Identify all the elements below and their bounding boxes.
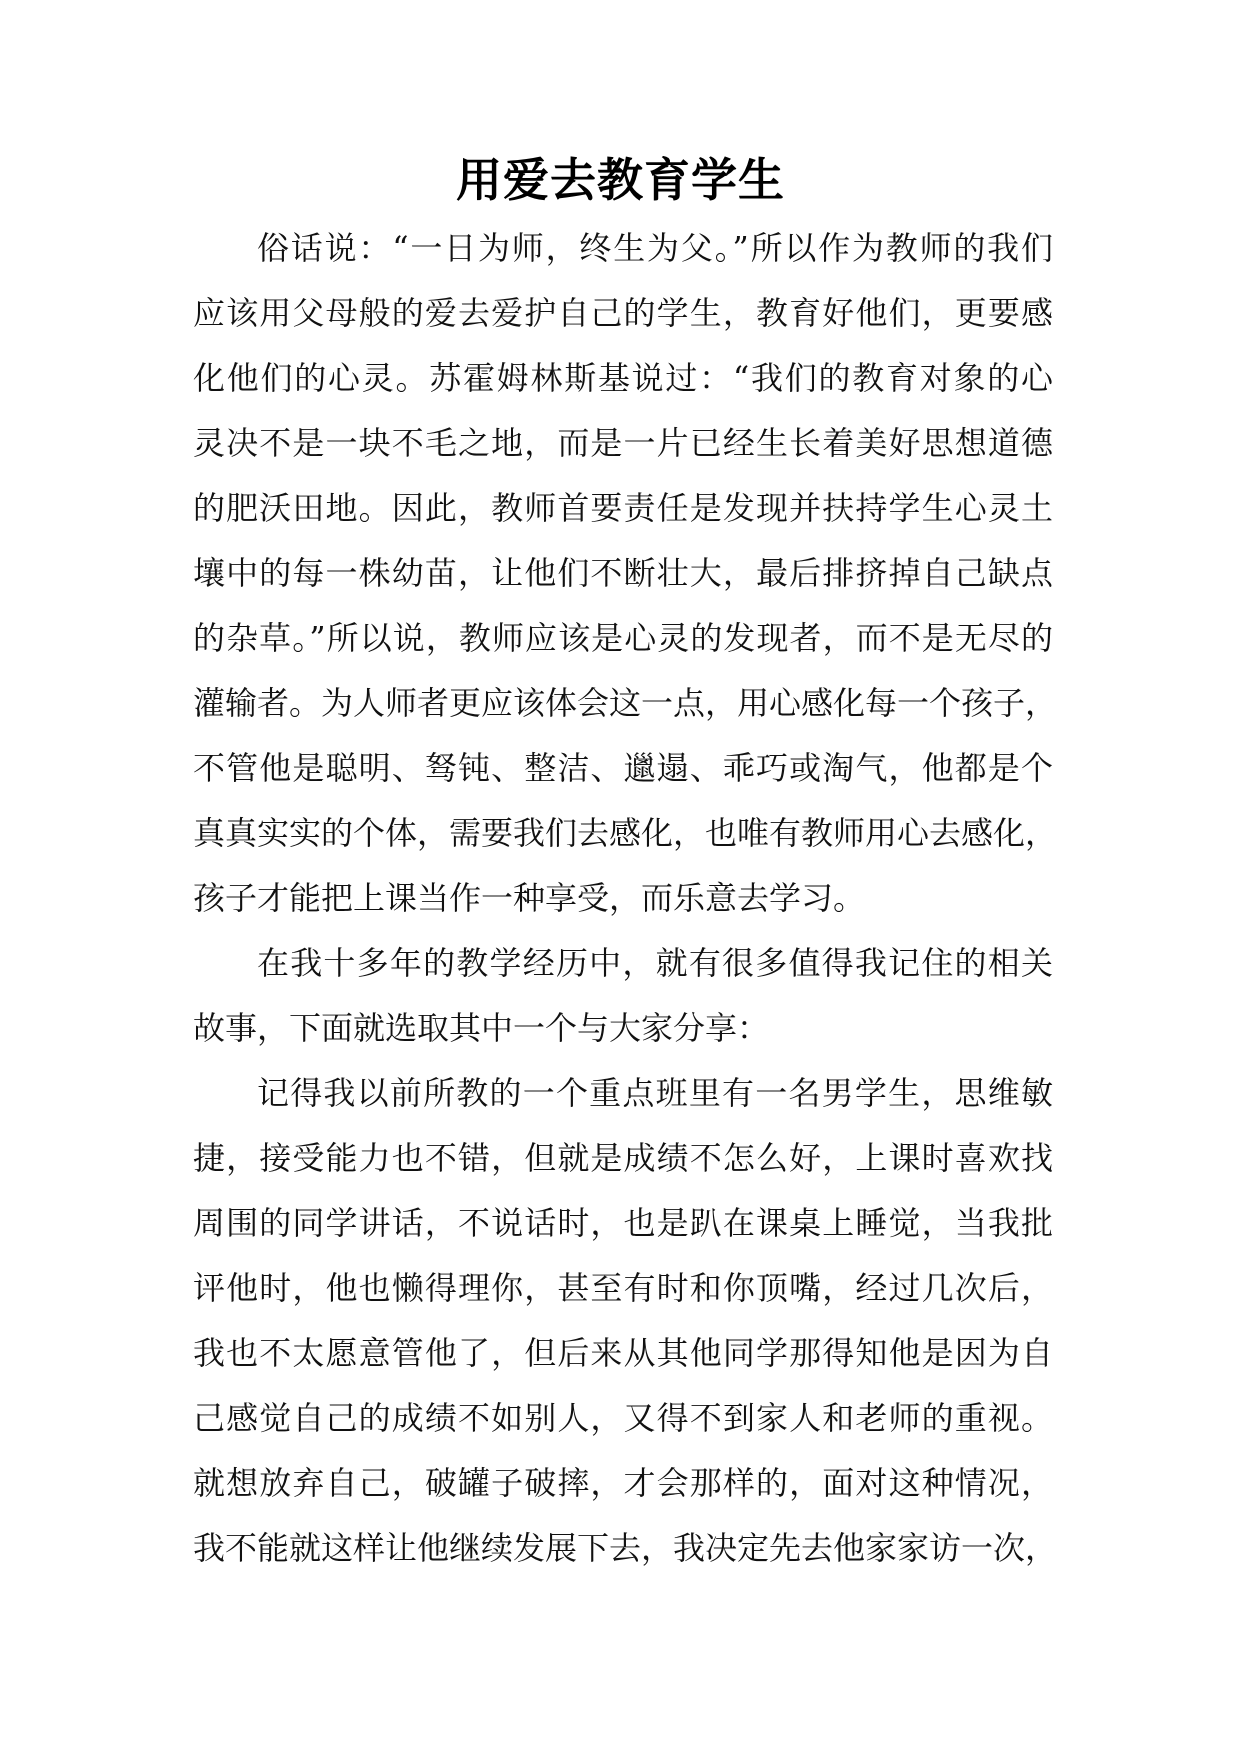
paragraph-1-line: 化他们的心灵。苏霍姆林斯基说过：“我们的教育对象的心 — [193, 359, 1053, 397]
paragraph-1-line: 壤中的每一株幼苗，让他们不断壮大，最后排挤掉自己缺点 — [193, 554, 1053, 592]
paragraph-2-line: 故事，下面就选取其中一个与大家分享： — [193, 1009, 770, 1047]
paragraph-3-line: 记得我以前所教的一个重点班里有一名男学生，思维敏 — [257, 1074, 1053, 1112]
paragraph-2-line: 在我十多年的教学经历中，就有很多值得我记住的相关 — [257, 944, 1053, 982]
document-title: 用爱去教育学生 — [456, 153, 785, 207]
paragraph-1-line: 的肥沃田地。因此，教师首要责任是发现并扶持学生心灵土 — [193, 489, 1053, 527]
paragraph-3-line: 捷，接受能力也不错，但就是成绩不怎么好，上课时喜欢找 — [193, 1139, 1053, 1177]
paragraph-3-line: 我也不太愿意管他了，但后来从其他同学那得知他是因为自 — [193, 1334, 1053, 1372]
paragraph-3-line: 周围的同学讲话，不说话时，也是趴在课桌上睡觉，当我批 — [193, 1204, 1053, 1242]
paragraph-3-line: 我不能就这样让他继续发展下去，我决定先去他家家访一次， — [193, 1529, 1058, 1567]
document-body — [193, 216, 1058, 1581]
paragraph-1-line: 灵决不是一块不毛之地，而是一片已经生长着美好思想道德 — [193, 424, 1053, 462]
paragraph-1-line: 孩子才能把上课当作一种享受，而乐意去学习。 — [193, 879, 866, 917]
paragraph-3-line: 评他时，他也懒得理你，甚至有时和你顶嘴，经过几次后， — [193, 1269, 1053, 1307]
paragraph-3-line: 己感觉自己的成绩不如别人，又得不到家人和老师的重视。 — [193, 1399, 1053, 1437]
paragraph-1-line: 不管他是聪明、驽钝、整洁、邋遢、乖巧或淘气，他都是个 — [193, 749, 1053, 787]
paragraph-1-line: 应该用父母般的爱去爱护自己的学生，教育好他们，更要感 — [193, 294, 1053, 332]
paragraph-3-line: 就想放弃自己，破罐子破摔，才会那样的，面对这种情况， — [193, 1464, 1053, 1502]
paragraph-1-line: 的杂草。”所以说，教师应该是心灵的发现者，而不是无尽的 — [193, 619, 1053, 657]
paragraph-1-line: 俗话说：“一日为师，终生为父。”所以作为教师的我们 — [257, 229, 1053, 267]
paragraph-1-line: 真真实实的个体，需要我们去感化，也唯有教师用心去感化， — [193, 814, 1058, 852]
paragraph-1-line: 灌输者。为人师者更应该体会这一点，用心感化每一个孩子， — [193, 684, 1058, 722]
